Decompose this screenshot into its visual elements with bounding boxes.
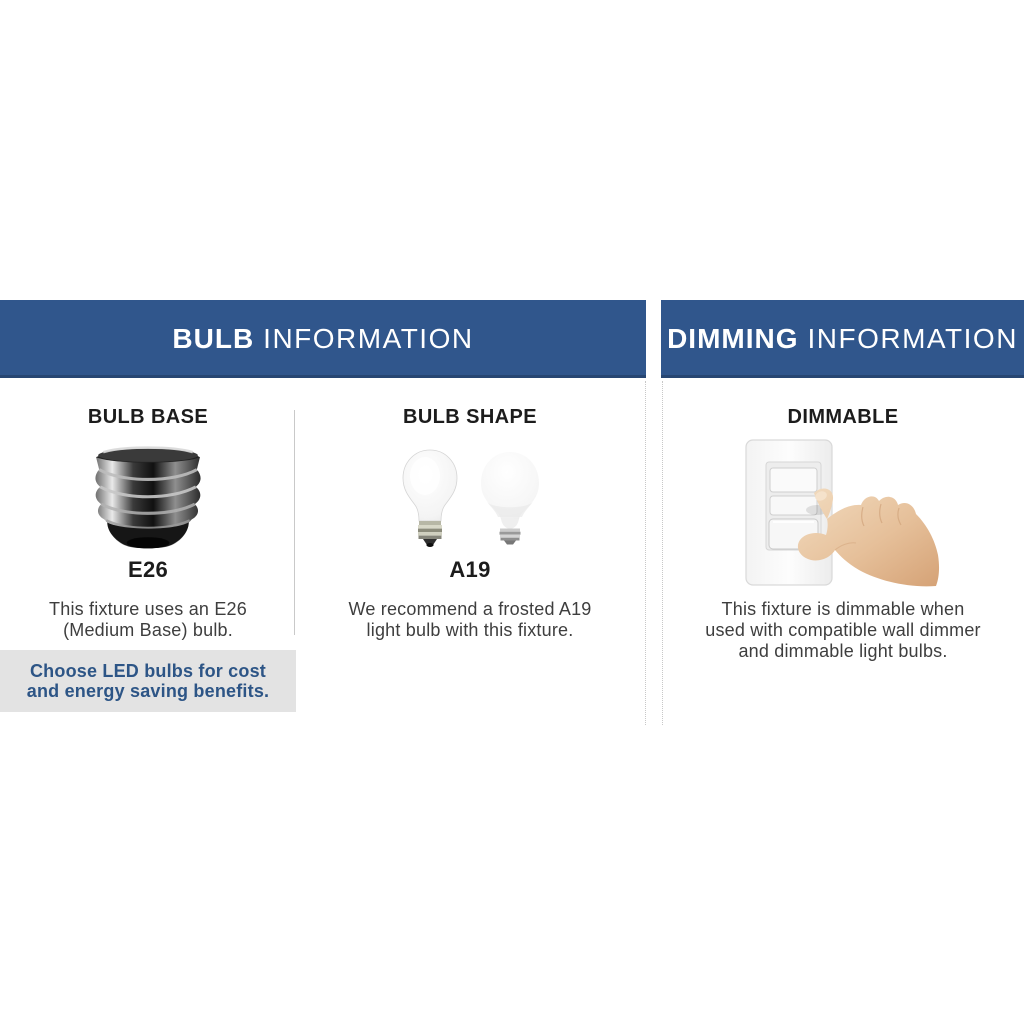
bulb-shape-heading: BULB SHAPE: [402, 406, 537, 428]
dimmable-desc-line1: This fixture is dimmable when: [721, 599, 965, 619]
bulb-title-bold: BULB: [172, 323, 255, 354]
section-divider-dotted-right: [662, 381, 663, 725]
section-divider-dotted-left: [645, 381, 646, 725]
dimming-title-regular: INFORMATION: [807, 323, 1018, 354]
dimmable-heading: DIMMABLE: [787, 406, 899, 428]
bulb-base-value: E26: [127, 557, 169, 582]
dimmable-description: [678, 599, 1008, 662]
e26-base-image: [92, 441, 204, 551]
bulb-shape-desc-line2: light bulb with this fixture.: [366, 620, 574, 640]
bulb-base-desc-line1: This fixture uses an E26: [49, 599, 247, 619]
bulb-base-description: [0, 599, 296, 641]
a19-bulbs-icon: [390, 447, 550, 550]
dimming-information-header-bar: [661, 300, 1024, 378]
bulb-shape-desc-line1: We recommend a frosted A19: [348, 599, 592, 619]
callout-line2: and energy saving benefits.: [26, 681, 270, 701]
bulb-base-heading: BULB BASE: [87, 406, 209, 428]
bulb-information-title: [172, 323, 473, 355]
dimmable-desc-line2: used with compatible wall dimmer: [705, 620, 981, 640]
bulb-shape-description: [320, 599, 620, 641]
bulb-title-regular: INFORMATION: [263, 323, 474, 354]
bulb-information-header-bar: [0, 300, 646, 378]
dimmer-hand-image: [743, 430, 948, 592]
dimmable-desc-line3: and dimmable light bulbs.: [738, 641, 948, 661]
e26-screw-base-icon: [92, 441, 204, 551]
dimming-information-title: [667, 323, 1018, 355]
dimming-title-bold: DIMMING: [667, 323, 799, 354]
bulb-shape-value: A19: [449, 557, 491, 582]
bulb-base-desc-line2: (Medium Base) bulb.: [63, 620, 233, 640]
a19-bulbs-image: [390, 447, 550, 550]
led-recommendation-callout: [0, 650, 296, 712]
callout-line1: Choose LED bulbs for cost: [29, 661, 266, 681]
wall-dimmer-hand-icon: [743, 430, 948, 592]
